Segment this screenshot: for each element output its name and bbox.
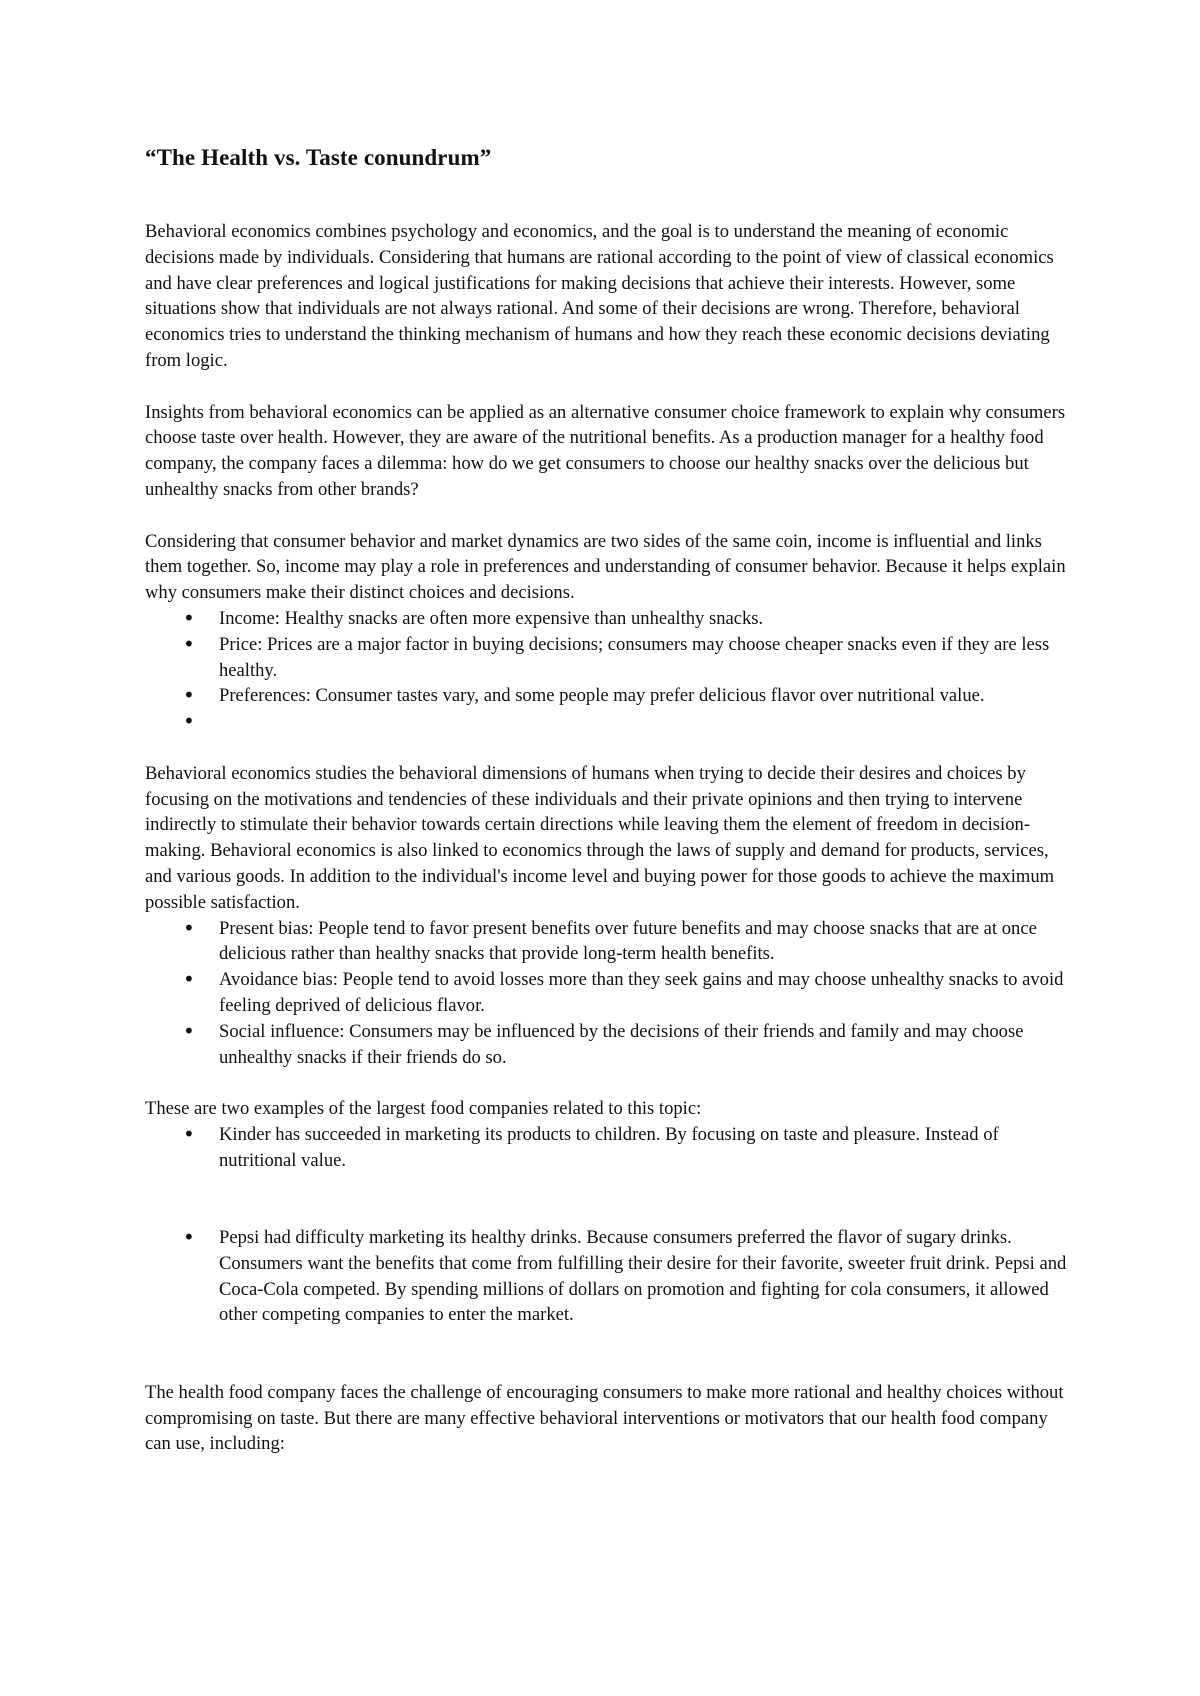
list-item: • Income: Healthy snacks are often more expensive than unhealthy snacks. — [145, 606, 1075, 632]
document-title: “The Health vs. Taste conundrum” — [145, 145, 492, 170]
list-item: • Avoidance bias: People tend to avoid losses more than they seek gains and may choose unhealthy snacks to avoid feeling deprived of delicious flavor. — [145, 967, 1075, 1019]
document-page — [145, 143, 1075, 1457]
bullet-list-companies — [145, 1122, 1075, 1328]
bullet-list-factors — [145, 606, 1075, 735]
list-item: • Preferences: Consumer tastes vary, and some people may prefer delicious flavor over nutritional value. — [145, 683, 1075, 709]
paragraph-examples: These are two examples of the largest food companies related to this topic: — [145, 1098, 702, 1120]
paragraph-income: Considering that consumer behavior and market dynamics are two sides of the same coin, income is influential and links them together. So, income may play a role in preferences and understanding of consumer behavior. Because it helps explain why consumers make their distinct choices and decisions. — [145, 530, 1066, 604]
paragraph-insights: Insights from behavioral economics can be applied as an alternative consumer choice framework to explain why consumers choose taste over health. However, they are aware of the nutritional benefits. As a production manager for a healthy food company, the company faces a dilemma: how do we get consumers to choose our healthy snacks over the delicious but unhealthy snacks from other brands? — [145, 401, 1066, 500]
list-item: • Price: Prices are a major factor in buying decisions; consumers may choose cheaper snacks even if they are less healthy. — [145, 632, 1075, 684]
list-item: • Present bias: People tend to favor present benefits over future benefits and may choose snacks that are at once delicious rather than healthy snacks that provide long-term health benefits. — [145, 916, 1075, 968]
paragraph-behavioral-dimensions: Behavioral economics studies the behavioral dimensions of humans when trying to decide their desires and choices by focusing on the motivations and tendencies of these individuals and their private opinions and then trying to intervene indirectly to stimulate their behavior towards certain directions while leaving them the element of freedom in decision-making. Behavioral economics is also linked to economics through the laws of supply and demand for products, services, and various goods. In addition to the individual's income level and buying power for those goods to achieve the maximum possible satisfaction. — [145, 762, 1055, 913]
list-item: • Social influence: Consumers may be influenced by the decisions of their friends and family and may choose unhealthy snacks if their friends do so. — [145, 1019, 1075, 1071]
list-item: • Kinder has succeeded in marketing its products to children. By focusing on taste and pleasure. Instead of nutritional value. — [145, 1122, 1075, 1174]
paragraph-intro: Behavioral economics combines psychology and economics, and the goal is to understand the meaning of economic decisions made by individuals. Considering that humans are rational according to the point of view of classical economics and have clear preferences and logical justifications for making decisions that achieve their interests. However, some situations show that individuals are not always rational. And some of their decisions are wrong. Therefore, behavioral economics tries to understand the thinking mechanism of humans and how they reach these economic decisions deviating from logic. — [145, 221, 1054, 371]
list-item-empty — [145, 709, 1075, 735]
bullet-list-biases — [145, 916, 1075, 1071]
list-item: • Pepsi had difficulty marketing its healthy drinks. Because consumers preferred the flavor of sugary drinks. Consumers want the benefits that come from fulfilling their desire for their favorite, sweeter fruit drink. Pepsi and Coca-Cola competed. By spending millions of dollars on promotion and fighting for cola consumers, it allowed other competing companies to enter the market. — [145, 1225, 1075, 1328]
paragraph-challenge: The health food company faces the challenge of encouraging consumers to make more rational and healthy choices without compromising on taste. But there are many effective behavioral interventions or motivators that our health food company can use, including: — [145, 1381, 1064, 1455]
